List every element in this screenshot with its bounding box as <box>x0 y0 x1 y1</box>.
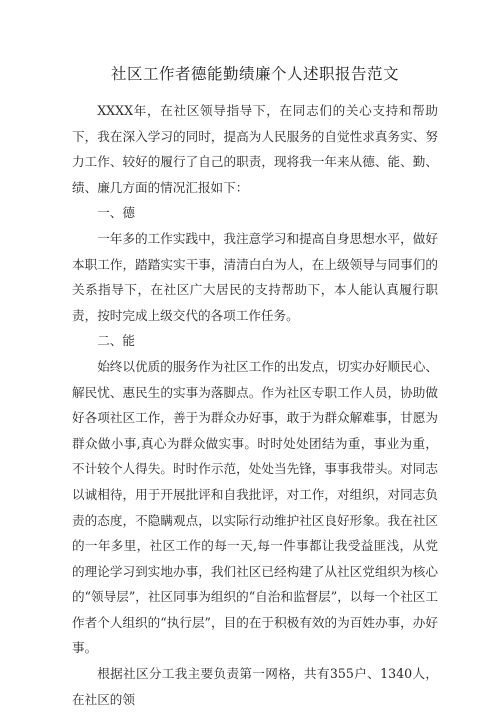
section-neng-paragraph-continued: 根据社区分工我主要负责第一网格，共有355户、1340人，在社区的领 <box>72 666 438 707</box>
intro-paragraph: XXXX年，在社区领导指导下，在同志们的关心支持和帮助下，我在深入学习的同时，提高为人民服务的自觉性求真务实、努力工作、较好的履行了自己的职责，现将我一年来从德、能、勤、绩、廉几方面的情况汇报如下： <box>72 103 438 195</box>
document-title: 社区工作者德能勤绩廉个人述职报告范文 <box>110 65 399 83</box>
section-de-paragraph: 一年多的工作实践中，我注意学习和提高自身思想水平，做好本职工作，踏踏实实干事，清清白白为人，在上级领导与同事们的关系指导下，在社区广大居民的支持帮助下，本人能认真履行职责，按时完成上级交代的各项工作任务。 <box>72 230 438 323</box>
section-neng-paragraph: 始终以优质的服务作为社区工作的出发点，切实办好顺民心、解民忧、惠民生的实事为落脚点。作为社区专职工作人员，协助做好各项社区工作，善于为群众办好事，敢于为群众解难事，甘愿为群众做小事,真心为群众做实事。时时处处团结为重，事业为重，不计较个人得失。时时作示范，处处当先锋，事事我带头。对同志以诚相待，用于开展批评和自我批评，对工作，对组织，对同志负责的态度，不隐瞒观点，以实际行动维护社区良好形象。我在社区的一年多里，社区工作的每一天,每一件事都让我受益匪浅，从党的理论学习到实地办事，我们社区已经构建了从社区党组织为核心的“领导层”，社区同事为组织的“自治和监督层”，以每一个社区工作者个人组织的“执行层”，目的在于积极有效的为百姓办事，办好事。 <box>72 358 438 656</box>
section-heading-de: 一、德 <box>97 205 135 221</box>
section-heading-neng: 二、能 <box>97 333 135 349</box>
